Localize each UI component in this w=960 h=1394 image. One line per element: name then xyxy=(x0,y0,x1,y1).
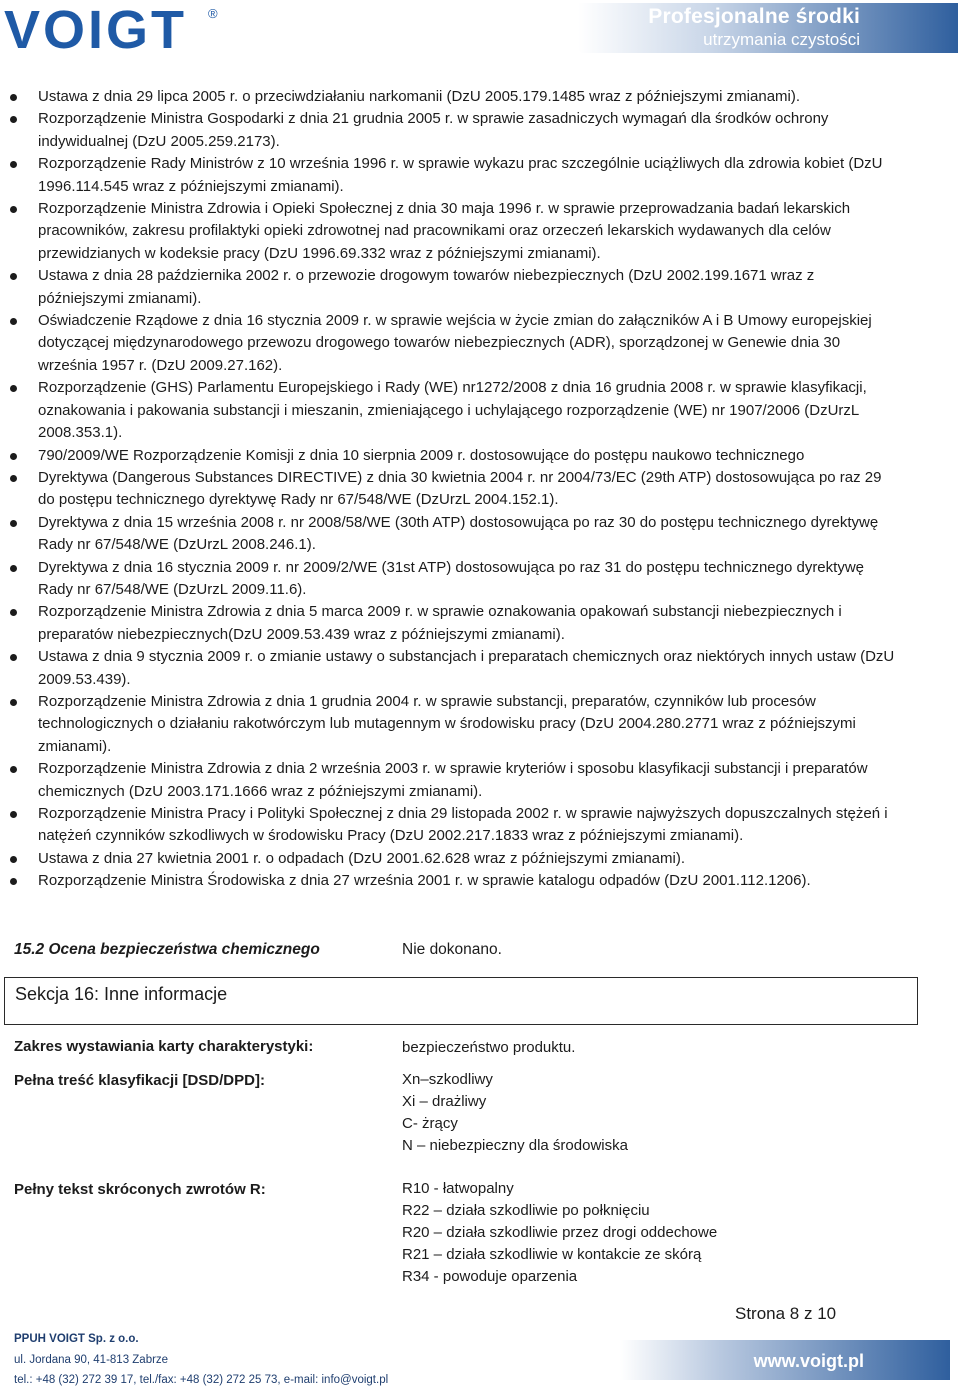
page-number: Strona 8 z 10 xyxy=(735,1304,837,1323)
regulation-item: Rozporządzenie Ministra Zdrowia z dnia 5 marca 2009 r. w sprawie oznakowania opakowań substancji niebezpiecznych i preparatów niebezpiecznych(DzU 2009.53.439 wraz z późniejszymi zmianami). xyxy=(0,601,900,646)
classification-item: C- żrący xyxy=(402,1115,458,1132)
tagline-line2: utrzymania czystości xyxy=(703,30,860,49)
scope-value-block xyxy=(402,1037,575,1059)
header-tagline-banner xyxy=(578,3,958,53)
page-footer xyxy=(0,1328,960,1394)
tagline-line1: Profesjonalne środki xyxy=(648,5,860,28)
registered-mark: ® xyxy=(208,6,218,21)
regulation-item: Ustawa z dnia 28 października 2002 r. o przewozie drogowym towarów niebezpiecznych (DzU 2002.199.1671 wraz z późniejszymi zmianami). xyxy=(0,265,900,310)
r-phrase-item: R22 – działa szkodliwie po połknięciu xyxy=(402,1202,650,1219)
regulation-item: Dyrektywa z dnia 15 września 2008 r. nr 2008/58/WE (30th ATP) dostosowująca po raz 30 do postępu technicznego dyrektywę Rady nr 67/548/WE (DzUrzL 2008.246.1). xyxy=(0,512,900,557)
r-phrase-item: R21 – działa szkodliwie w kontakcie ze skórą xyxy=(402,1246,702,1263)
regulation-item: Ustawa z dnia 29 lipca 2005 r. o przeciwdziałaniu narkomanii (DzU 2005.179.1485 wraz z późniejszymi zmianami). xyxy=(0,86,900,108)
logo-text: VOIGT xyxy=(4,2,188,54)
regulation-item: Rozporządzenie Ministra Środowiska z dnia 27 września 2001 r. w sprawie katalogu odpadów (DzU 2001.112.1206). xyxy=(0,870,900,892)
classification-values xyxy=(402,1069,628,1157)
r-phrase-item: R20 – działa szkodliwie przez drogi oddechowe xyxy=(402,1224,718,1241)
regulation-item: Rozporządzenie Rady Ministrów z 10 września 1996 r. w sprawie wykazu prac szczególnie uciążliwych dla zdrowia kobiet (DzU 1996.114.545 wraz z późniejszymi zmianami). xyxy=(0,153,900,198)
regulation-item: Ustawa z dnia 27 kwietnia 2001 r. o odpadach (DzU 2001.62.628 wraz z późniejszymi zmianami). xyxy=(0,848,900,870)
footer-website[interactable]: www.voigt.pl xyxy=(753,1351,864,1371)
classification-item: Xn–szkodliwy xyxy=(402,1071,493,1088)
footer-address: ul. Jordana 90, 41-813 Zabrze xyxy=(14,1354,169,1366)
section-15-2-value: Nie dokonano. xyxy=(402,941,502,958)
r-phrase-item: R10 - łatwopalny xyxy=(402,1180,514,1197)
regulation-item: Ustawa z dnia 9 stycznia 2009 r. o zmianie ustawy o substancjach i preparatach chemicznych oraz niektórych innych ustaw (DzU 2009.53.439). xyxy=(0,646,900,691)
regulation-item: Dyrektywa (Dangerous Substances DIRECTIVE) z dnia 30 kwietnia 2004 r. nr 2004/73/EC (29th ATP) dostosowująca po raz 29 do postępu technicznego dyrektywę Rady nr 67/548/WE (DzUrzL 2004.152.1). xyxy=(0,467,900,512)
r-phrases-label: Pełny tekst skróconych zwrotów R: xyxy=(14,1181,266,1198)
section-15-2 xyxy=(14,941,320,959)
regulation-item: Rozporządzenie Ministra Pracy i Polityki Społecznej z dnia 29 listopada 2002 r. w sprawie najwyższych dopuszczalnych stężeń i natężeń czynników szkodliwych w środowisku Pracy (DzU 2002.217.1833 wraz z późniejszymi zmianami). xyxy=(0,803,900,848)
regulation-item: Rozporządzenie Ministra Gospodarki z dnia 21 grudnia 2005 r. w sprawie zasadniczych wymagań dla środków ochrony indywidualnej (DzU 2005.259.2173). xyxy=(0,108,900,153)
footer-company: PPUH VOIGT Sp. z o.o. xyxy=(14,1333,139,1345)
classification-item: N – niebezpieczny dla środowiska xyxy=(402,1137,628,1154)
classification-label: Pełna treść klasyfikacji [DSD/DPD]: xyxy=(14,1072,265,1089)
regulation-item: Rozporządzenie Ministra Zdrowia z dnia 2 września 2003 r. w sprawie kryteriów i sposobu klasyfikacji substancji i preparatów chemicznych (DzU 2003.171.1666 wraz z późniejszymi zmianami). xyxy=(0,758,900,803)
regulation-item: Rozporządzenie Ministra Zdrowia i Opieki Społecznej z dnia 30 maja 1996 r. w sprawie przeprowadzania badań lekarskich pracowników, zakresu profilaktyki opieki zdrowotnej nad pracownikami oraz orzeczeń lekarskich wydawanych dla celów przewidzianych w kodeksie pracy (DzU 1996.69.332 wraz z późniejszymi zmianami). xyxy=(0,198,900,265)
page-header xyxy=(0,0,960,62)
footer-contact: tel.: +48 (32) 272 39 17, tel./fax: +48 (32) 272 25 73, e-mail: info@voigt.pl xyxy=(14,1374,389,1386)
regulation-item: Rozporządzenie Ministra Zdrowia z dnia 1 grudnia 2004 r. w sprawie substancji, preparatów, czynników lub procesów technologicznych o działaniu rakotwórczym lub mutagennym w środowisku pracy (DzU 2004.280.2771 wraz z późniejszymi zmianami). xyxy=(0,691,900,758)
regulation-item: 790/2009/WE Rozporządzenie Komisji z dnia 10 sierpnia 2009 r. dostosowujące do postępu naukowo technicznego xyxy=(0,445,900,467)
scope-label: Zakres wystawiania karty charakterystyki: xyxy=(14,1038,314,1055)
regulation-item: Rozporządzenie (GHS) Parlamentu Europejskiego i Rady (WE) nr1272/2008 z dnia 16 grudnia 2008 r. w sprawie klasyfikacji, oznakowania i pakowania substancji i mieszanin, zmieniającego i uchylającego rozporządzenie (WE) nr 1907/2006 (DzUrzL 2008.353.1). xyxy=(0,377,900,444)
section-16-title: Sekcja 16: Inne informacje xyxy=(15,984,228,1004)
scope-value: bezpieczeństwo produktu. xyxy=(402,1039,576,1056)
regulations-list xyxy=(0,86,900,893)
section-15-2-title: 15.2 Ocena bezpieczeństwa chemicznego xyxy=(14,941,320,958)
regulation-item: Oświadczenie Rządowe z dnia 16 stycznia 2009 r. w sprawie wejścia w życie zmian do załączników A i B Umowy europejskiej dotyczącej międzynarodowego przewozu drogowego towarów niebezpiecznych (ADR), sporządzonej w Genewie dnia 30 września 1957 r. (DzU 2009.27.162). xyxy=(0,310,900,377)
regulation-item: Dyrektywa z dnia 16 stycznia 2009 r. nr 2009/2/WE (31st ATP) dostosowująca po raz 31 do postępu technicznego dyrektywę Rady nr 67/548/WE (DzUrzL 2009.11.6). xyxy=(0,557,900,602)
r-phrase-item: R34 - powoduje oparzenia xyxy=(402,1268,578,1285)
voigt-logo xyxy=(2,2,227,54)
r-phrases-values xyxy=(402,1178,717,1288)
section-16-header-box xyxy=(4,977,918,1025)
footer-website-banner xyxy=(620,1340,950,1380)
classification-item: Xi – drażliwy xyxy=(402,1093,487,1110)
